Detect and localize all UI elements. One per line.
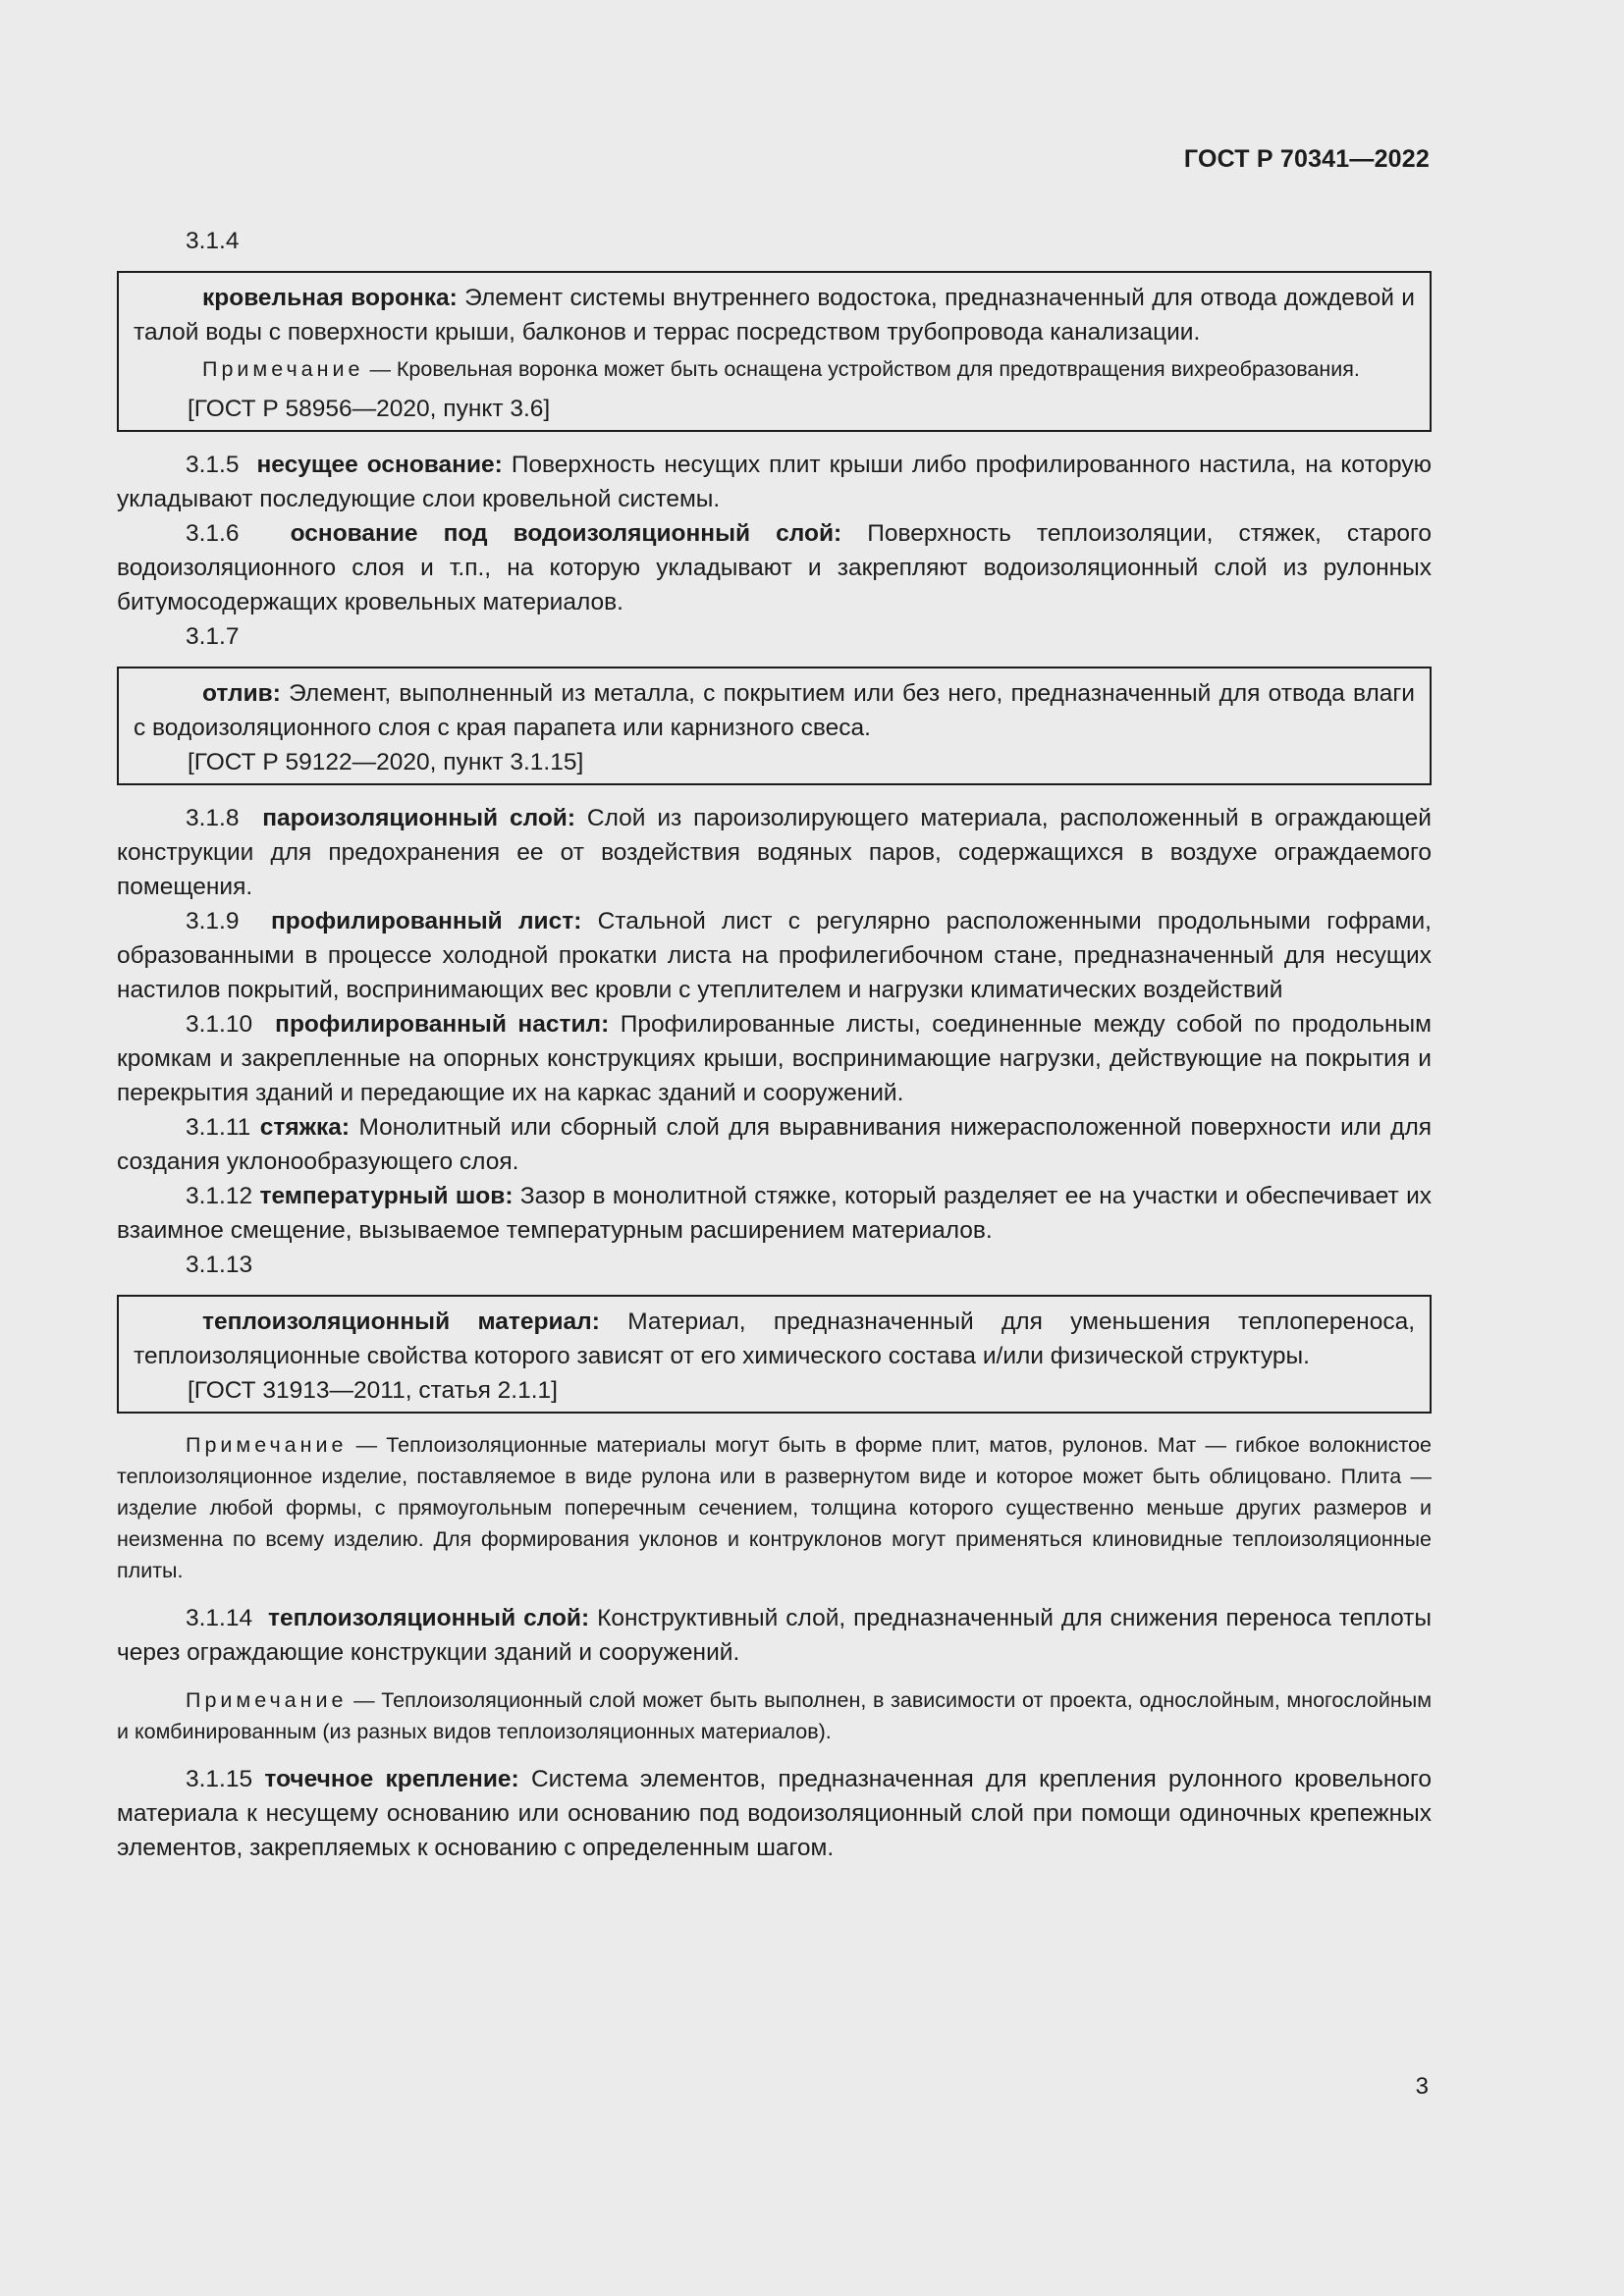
note-label: Примечание — [202, 357, 364, 381]
term-entry — [117, 516, 1432, 619]
note-label: Примечание — [186, 1433, 348, 1457]
term-name: пароизоляционный слой: — [262, 805, 576, 831]
term-name: теплоизоляционный слой: — [268, 1605, 590, 1631]
quoted-term-box — [117, 667, 1432, 785]
term-number: 3.1.10 — [186, 1011, 253, 1038]
terms-section — [117, 224, 1432, 1865]
term-definition: Поверхность несущих плит крыши либо профилированного настила, на которую укладывают последующие слои кровельной системы. — [117, 452, 1432, 512]
term-number: 3.1.9 — [186, 908, 240, 934]
term-entry — [117, 1007, 1432, 1110]
term-entry — [117, 1179, 1432, 1248]
term-number: 3.1.6 — [186, 520, 240, 547]
term-entry — [134, 281, 1415, 349]
quoted-term-box — [117, 271, 1432, 432]
quoted-term-box — [117, 1295, 1432, 1414]
term-entry — [134, 676, 1415, 745]
term-entry — [117, 904, 1432, 1007]
term-name: стяжка: — [259, 1114, 351, 1141]
term-number: 3.1.5 — [186, 452, 240, 478]
term-name: несущее основание: — [256, 452, 503, 478]
term-definition: Стальной лист с регулярно расположенными продольными гофрами, образованными в процессе холодной прокатки листа на профилегибочном стане, предназначенный для несущих настилов покрытий, воспринимающих вес кровли с утеплителем и нагрузки климатических воздействий — [117, 908, 1432, 1003]
term-definition: Система элементов, предназначенная для крепления рулонного кровельного материала к несущему основанию или основанию под водоизоляционный слой при помощи одиночных крепежных элементов, закрепляемых к основанию с определенным шагом. — [117, 1766, 1433, 1861]
note-text: — Теплоизоляционный слой может быть выполнен, в зависимости от проекта, однослойным, многослойным и комбинированным (из разных видов теплоизоляционных материалов). — [117, 1688, 1432, 1743]
term-number: 3.1.4 — [186, 228, 240, 254]
note-label: Примечание — [186, 1688, 348, 1712]
term-note — [134, 353, 1415, 385]
term-entry — [117, 1110, 1432, 1179]
term-source: [ГОСТ Р 58956—2020, пункт 3.6] — [188, 396, 551, 422]
term-number: 3.1.14 — [186, 1605, 253, 1631]
term-definition: Монолитный или сборный слой для выравнивания нижерасположенной поверхности или для создания уклонообразующего слоя. — [117, 1114, 1433, 1175]
term-number: 3.1.11 — [186, 1114, 251, 1141]
term-number: 3.1.8 — [186, 805, 240, 831]
term-definition: Элемент, выполненный из металла, с покрытием или без него, предназначенный для отвода влаги с водоизоляционного слоя с края парапета или карнизного свеса. — [134, 680, 1415, 741]
term-entry — [117, 1762, 1432, 1865]
term-definition: Зазор в монолитной стяжке, который разделяет ее на участки и обеспечивает их взаимное смещение, вызываемое температурным расширением материалов. — [117, 1183, 1433, 1244]
term-name: профилированный настил: — [275, 1011, 610, 1038]
term-entry — [117, 1601, 1432, 1670]
term-name: теплоизоляционный материал: — [202, 1308, 600, 1335]
term-definition: Материал, предназначенный для уменьшения теплопереноса, теплоизоляционные свойства которого зависят от его химического состава и/или физической структуры. — [134, 1308, 1416, 1369]
term-note — [117, 1684, 1432, 1747]
term-number: 3.1.13 — [186, 1252, 253, 1278]
term-number: 3.1.7 — [186, 623, 240, 650]
term-name: отлив: — [202, 680, 281, 707]
term-entry — [117, 801, 1432, 904]
term-entry — [117, 448, 1432, 516]
term-name: точечное крепление: — [264, 1766, 519, 1792]
term-number: 3.1.12 — [186, 1183, 253, 1209]
term-name: профилированный лист: — [270, 908, 582, 934]
note-text: — Теплоизоляционные материалы могут быть в форме плит, матов, рулонов. Мат — гибкое волокнистое теплоизоляционное изделие, поставляемое в виде рулона или в развернутом виде и которое может быть облицовано. Плита — изделие любой формы, с прямоугольным поперечным сечением, толщина которого существенно меньше других размеров и неизменна по всему изделию. Для формирования уклонов и контруклонов могут применяться клиновидные теплоизоляционные плиты. — [117, 1433, 1433, 1582]
term-source: [ГОСТ 31913—2011, статья 2.1.1] — [188, 1377, 558, 1404]
document-code: ГОСТ Р 70341—2022 — [1183, 145, 1430, 173]
note-text: — Кровельная воронка может быть оснащена устройством для предотвращения вихреобразования. — [369, 357, 1360, 381]
term-name: кровельная воронка: — [202, 285, 458, 311]
term-note — [117, 1429, 1432, 1586]
term-definition: Слой из пароизолирующего материала, расположенный в ограждающей конструкции для предохранения ее от воздействия водяных паров, содержащихся в воздухе ограждаемого помещения. — [117, 805, 1432, 900]
term-definition: Конструктивный слой, предназначенный для снижения переноса теплоты через ограждающие конструкции зданий и сооружений. — [117, 1605, 1432, 1666]
term-definition: Элемент системы внутреннего водостока, предназначенный для отвода дождевой и талой воды с поверхности крыши, балконов и террас посредством трубопровода канализации. — [134, 285, 1415, 346]
term-source: [ГОСТ Р 59122—2020, пункт 3.1.15] — [188, 749, 584, 775]
term-name: основание под водоизоляционный слой: — [290, 520, 842, 547]
term-name: температурный шов: — [259, 1183, 514, 1209]
page-number: 3 — [1415, 2073, 1429, 2100]
term-definition: Профилированные листы, соединенные между собой по продольным кромкам и закрепленные на опорных конструкциях крыши, воспринимающие нагрузки, действующие на покрытия и перекрытия зданий и передающие их на каркас зданий и сооружений. — [117, 1011, 1432, 1106]
term-definition: Поверхность теплоизоляции, стяжек, старого водоизоляционного слоя и т.п., на которую укладывают и закрепляют водоизоляционный слой из рулонных битумосодержащих кровельных материалов. — [117, 520, 1432, 615]
term-number: 3.1.15 — [186, 1766, 253, 1792]
term-entry — [134, 1305, 1415, 1373]
